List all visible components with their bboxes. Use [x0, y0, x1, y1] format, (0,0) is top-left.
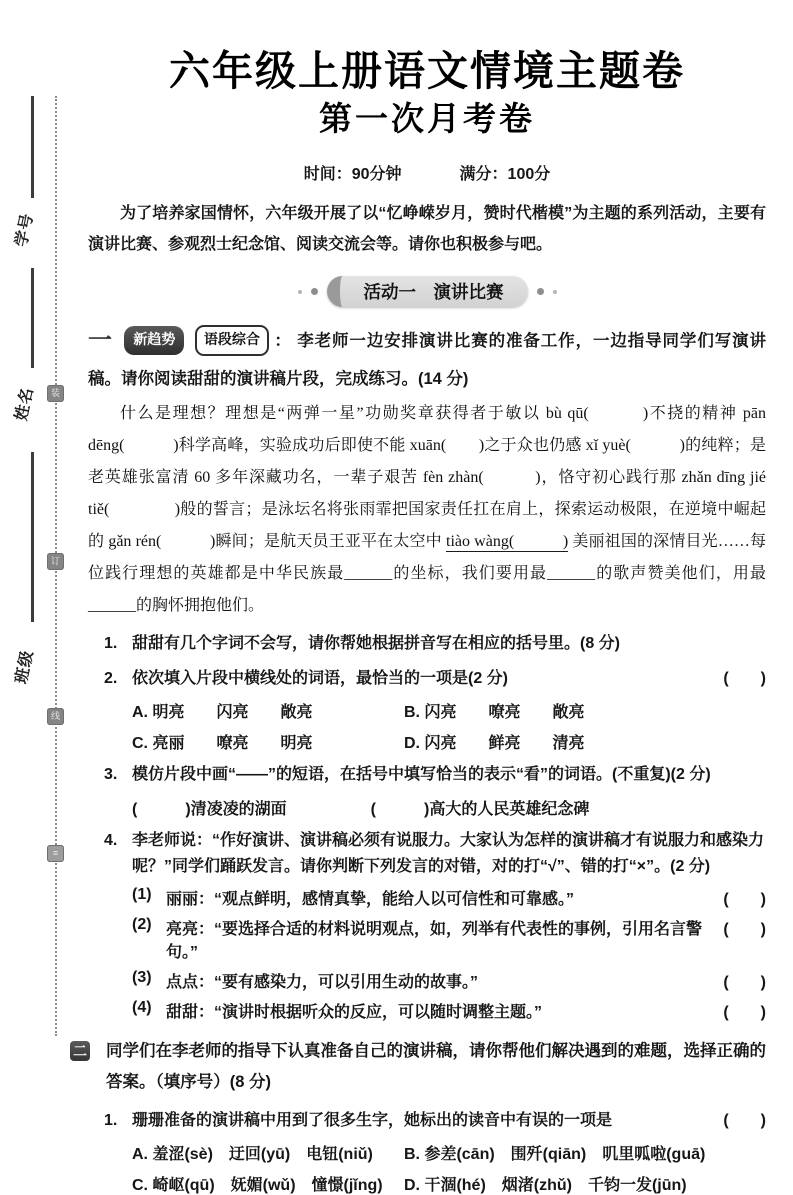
binding-seal-icon: 装: [47, 385, 64, 402]
badge-colon: ：: [274, 332, 292, 351]
underlined-phrase: tiào wàng( ): [446, 533, 569, 551]
question-number: 1.: [104, 1111, 118, 1129]
option-row: [88, 699, 766, 722]
question-4: [88, 828, 766, 879]
option-b: B. 闪亮 嘹亮 敞亮: [404, 704, 585, 722]
section-two-stem: 同学们在李老师的指导下认真准备自己的演讲稿，请你帮他们解决遇到的难题，选择正确的答案。（填序号）(8 分): [106, 1042, 766, 1092]
judge-item-2: [88, 916, 766, 962]
name-blank-line: [31, 268, 34, 368]
activity-badge-row: [88, 276, 766, 307]
class-label: 班级: [13, 648, 37, 686]
answer-bracket: ( ): [723, 669, 766, 687]
student-no-blank-line: [31, 96, 34, 198]
question-text: 模仿片段中画“——”的短语，在括号中填写恰当的表示“看”的词语。(不重复)(2 分): [132, 766, 711, 784]
item-text: 点点：“要有感染力，可以引用生动的故事。”: [166, 974, 479, 992]
question-text: 珊珊准备的演讲稿中用到了很多生字，她标出的读音中有误的一项是: [132, 1111, 613, 1129]
section-two-marker: 二: [70, 1041, 90, 1061]
question-text: 依次填入片段中横线处的词语，最恰当的一项是(2 分): [132, 669, 509, 687]
activity-badge: 活动一 演讲比赛: [327, 276, 528, 307]
page-subtitle: 第一次月考卷: [319, 100, 535, 138]
passage-part1: 什么是理想？理想是“两弹一星”功勋奖章获得者于敏以 bù qū( )不挠的精神 pān dēng( )科学高峰，实验成功后即使不能 xuān( )之于众也仍感 xǐ yuè( )的纯粹；是老英雄张富清 60 多年深藏功名，一辈子艰苦 fèn zhàn( )，恪守初心践行那 zhǎn dīng jié tiě( )般的誓言；是泳坛名将张雨霏把国家责任扛在肩上，探索运动极限，在逆境中崛起的 gǎn rén( )瞬间；是航天员王亚平在太空中: [88, 405, 766, 551]
student-no-label: 学号: [13, 211, 37, 249]
item-text: 丽丽：“观点鲜明，感情真挚，能给人以可信性和可靠感。”: [166, 891, 575, 909]
judge-item-4: [88, 999, 766, 1022]
question-3: [88, 762, 766, 788]
page-title: 六年级上册语文情境主题卷: [169, 48, 685, 94]
question-number: 1.: [104, 635, 118, 653]
fill-blank-row: [88, 796, 766, 819]
binding-seal-icon: 线: [47, 708, 64, 725]
section-one-header: [88, 319, 766, 394]
binding-seal-icon: ≡: [47, 845, 64, 862]
reading-passage: [88, 398, 766, 622]
fill-item: ( )清凌凌的湖面: [132, 800, 287, 818]
item-label: (2): [132, 916, 152, 934]
section-two-header: [73, 1036, 766, 1099]
option-row: [88, 1172, 766, 1195]
binding-seal-icon: 订: [47, 553, 64, 570]
option-a: A. 明亮 闪亮 敞亮: [132, 704, 313, 722]
decor-dot-icon: [553, 290, 557, 294]
question-text: 李老师说：“作好演讲、演讲稿必须有说服力。大家认为怎样的演讲稿才有说服力和感染力呢？”同学们踊跃发言。请你判断下列发言的对错，对的打“√”、错的打“×”。(2 分): [132, 831, 765, 875]
question-type-badge: 语段综合: [195, 325, 269, 356]
answer-bracket: ( ): [723, 891, 766, 909]
item-text: 甜甜：“演讲时根据听众的反应，可以随时调整主题。”: [166, 1004, 543, 1022]
option-a: A. 羞涩(sè) 迂回(yū) 电钮(niǔ): [132, 1146, 373, 1164]
question-number: 3.: [104, 766, 118, 784]
answer-bracket: ( ): [723, 921, 766, 939]
name-label: 姓名: [13, 385, 37, 423]
decor-dot-icon: [298, 290, 302, 294]
question-number: 2.: [104, 669, 118, 687]
question-1: [88, 631, 766, 657]
fill-item: ( )高大的人民英雄纪念碑: [370, 800, 590, 818]
option-c: C. 亮丽 嘹亮 明亮: [132, 735, 313, 753]
question-2: [88, 666, 766, 692]
judge-item-3: [88, 969, 766, 992]
answer-bracket: ( ): [723, 1004, 766, 1022]
option-c: C. 崎岖(qū) 妩媚(wǔ) 憧憬(jǐng): [132, 1177, 383, 1195]
answer-bracket: ( ): [723, 974, 766, 992]
option-row: [88, 1141, 766, 1164]
passage-part2: 美丽祖国的深情目光……每位践行理想的英雄都是中华民族最______的坐标，我们要用最______的歌声赞美他们，用最______的胸怀拥抱他们。: [88, 533, 766, 615]
exam-info-row: [88, 161, 766, 184]
option-row: [88, 730, 766, 753]
decor-dot-icon: [311, 288, 318, 295]
judge-item-1: [88, 886, 766, 909]
item-label: (1): [132, 886, 152, 904]
section-one-marker: 一: [88, 327, 113, 355]
option-b: B. 参差(cān) 围歼(qiān) 叽里呱啦(guā): [404, 1146, 706, 1164]
item-label: (3): [132, 969, 152, 987]
question-text: 甜甜有几个字词不会写，请你帮她根据拼音写在相应的括号里。(8 分): [132, 635, 621, 653]
full-score-label: 满分：100分: [459, 165, 551, 183]
intro-text: 为了培养家国情怀，六年级开展了以“忆峥嵘岁月，赞时代楷模”为主题的系列活动，主要有演讲比赛、参观烈士纪念馆、阅读交流会等。请你也积极参与吧。: [88, 204, 766, 254]
exam-paper: [73, 46, 767, 1195]
item-label: (4): [132, 999, 152, 1017]
option-d: D. 闪亮 鲜亮 清亮: [404, 735, 585, 753]
option-d: D. 干涸(hé) 烟渚(zhǔ) 千钧一发(jūn): [404, 1177, 687, 1195]
answer-bracket: ( ): [723, 1111, 766, 1129]
time-label: 时间：90分钟: [303, 165, 402, 183]
class-blank-line: [31, 452, 34, 622]
section-one-stem: 李老师一边安排演讲比赛的准备工作，一边指导同学们写演讲稿。请你阅读甜甜的演讲稿片段，完成练习。(14 分): [88, 332, 767, 388]
question-number: 4.: [104, 831, 118, 849]
trend-badge: 新趋势: [124, 326, 184, 355]
item-text: 亮亮：“要选择合适的材料说明观点，如，列举有代表性的事例，引用名言警句。”: [166, 921, 703, 962]
decor-dot-icon: [537, 288, 544, 295]
